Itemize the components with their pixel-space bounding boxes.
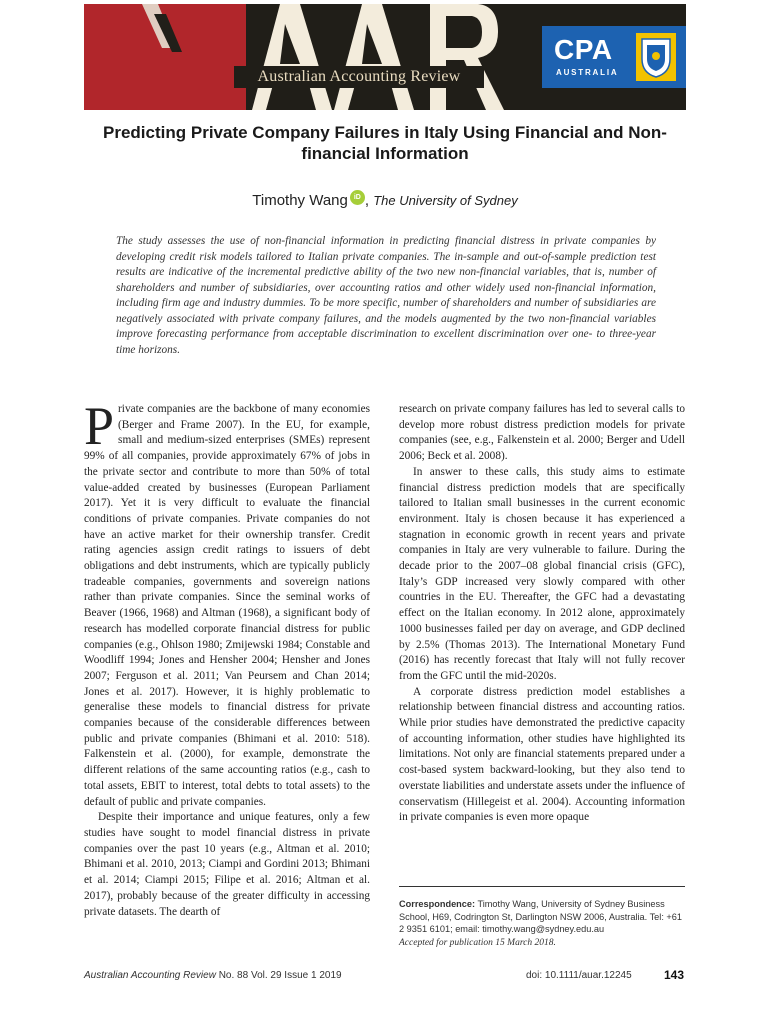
footer-journal: Australian Accounting Review [84,970,216,981]
accepted-date: Accepted for publication 15 March 2018. [399,937,556,948]
paragraph-text: rivate companies are the backbone of many economies (Berger and Frame 2007). In the EU, for example, small and medium-sized enterprises (SMEs) represent 99% of all companies, provide approximately 67% of jobs in the private sector and contribute to more than 50% of total value-added created by businesses (European Parliament 2017). Yet it is very difficult to evaluate the financial conditions of private companies. Private companies do not have an active market for their ownership transfer. Credit rating agencies assign credit ratings to issuers of debt obligations and debt instruments, which are typically publicly tradeable companies, governments and sovereign nations rather than private companies. Since the seminal works of Beaver (1966, 1968) and Altman (1968), a significant body of research has modelled corporate financial distress for public companies (e.g., Ohlson 1980; Zmijewski 1984; Constable and Woodliff 1994; Jones and Hensher 2004; Hensher and Jones 2007; Ferguson et al. 2011; Van Peursem and Chan 2014; Jones et al. 2017). However, it is highly problematic to generalise these models to financial distress for private companies because of the considerable differences between public and private companies (Bhimani et al. 2010: 518). Falkenstein et al. (2000), for example, demonstrate the different relations of the same accounting ratios (e.g., cash to total assets, EBIT to interest, total debts to total assets) to the default of public and private companies. [84,403,370,808]
author-affiliation: The University of Sydney [373,193,518,208]
article-title: Predicting Private Company Failures in Italy Using Financial and Non-financial Information [103,123,667,163]
abstract: The study assesses the use of non-financial information in predicting financial distress in private companies by developing credit risk models tailored to Italian private companies. The in-sample and out-of-sample prediction test results are indicative of the incremental predictive ability of the two new non-financial variables, that is, number of shareholders and number of subsidiaries, over accounting ratios and other widely used non-financial information, including firm age and industry dummies. To be more specific, number of shareholders and number of subsidiaries are negatively associated with private company failures, and the models augmented by the two non-financial variables improve forecasting performance from acceptable discrimination to excellent discrimination over one- to three-year time horizons. [116,235,656,356]
footer-issue: No. 88 Vol. 29 Issue 1 2019 [218,970,342,981]
logo-letter-r [430,4,504,110]
correspondence-footnote [399,898,687,949]
footer-citation [84,970,342,981]
cpa-australia-logo [542,26,686,88]
paragraph: research on private company failures has led to several calls to develop more robust distress prediction models for private companies (see, e.g., Falkenstein et al. 2000; Berger and Udell 2006; Beck et al. 2008). [399,403,685,463]
crest-icon [636,33,676,81]
journal-banner [84,4,686,110]
drop-cap: P [84,396,115,456]
orcid-icon[interactable]: iD [350,190,365,205]
footnote-heading: Correspondence: [399,899,476,909]
cpa-logo-text: CPA [554,34,613,65]
journal-name: Australian Accounting Review [257,68,461,85]
paragraph: Despite their importance and unique features, only a few studies have sought to model financial distress in private companies over the past 10 years (e.g., Altman et al. 2010; Bhimani et al. 2010, 2013; Ciampi and Gordini 2013; Bhimani et al. 2014; Ciampi 2015; Filipe et al. 2016; Altman et al. 2017), probably because of the greater difficulty in accessing private datasets. The dearth of [84,811,370,918]
paragraph [84,396,370,810]
footnote-divider [399,886,685,887]
body-column-right [399,402,685,826]
author-line: Timothy Wang iD , The University of Sydney [252,192,518,209]
cpa-logo-subtext: AUSTRALIA [556,68,619,77]
author-name: Timothy Wang [252,192,348,209]
body-column-left [84,396,370,920]
footer-doi[interactable]: doi: 10.1111/auar.12245 [526,970,632,981]
footnote-text: Timothy Wang, University of Sydney Business School, H69, Codrington St, Darlington NSW 2006, Australia. Tel: +61 2 9351 6101; email: timothy.wang@sydney.edu.au [399,899,683,935]
page-number: 143 [664,968,685,982]
paragraph: In answer to these calls, this study aims to estimate financial distress prediction models that are specifically tailored to Italian small businesses in the current economic environment. Italy is chosen because it has experienced a stagnation in economic growth in recent years and private companies in Italy are very vulnerable to failure. During the decade prior to the 2007–08 global financial crisis (GFC), Italy’s GDP increased very slowly compared with other countries in the EU. Thereafter, the GFC had a devastating effect on the Italian economy. In 2012 alone, approximately 1000 businesses failed per day on average, and GDP declined by 2.5% (Thomas 2013). The International Monetary Fund (2016) has recently forecast that Italy will not fully recover from the GFC until the mid-2020s. [399,465,685,682]
paragraph: A corporate distress prediction model establishes a relationship between financial distress and accounting ratios. While prior studies have demonstrated the predictive capacity of accounting information, other studies have highlighted its limitations. Not only are financial statements prepared under a cost-based system backward-looking, but they also tend to overstate liabilities and understate assets under the influence of conservatism (Hillegeist et al. 2004). Accounting information in private companies is even more opaque [399,685,685,824]
